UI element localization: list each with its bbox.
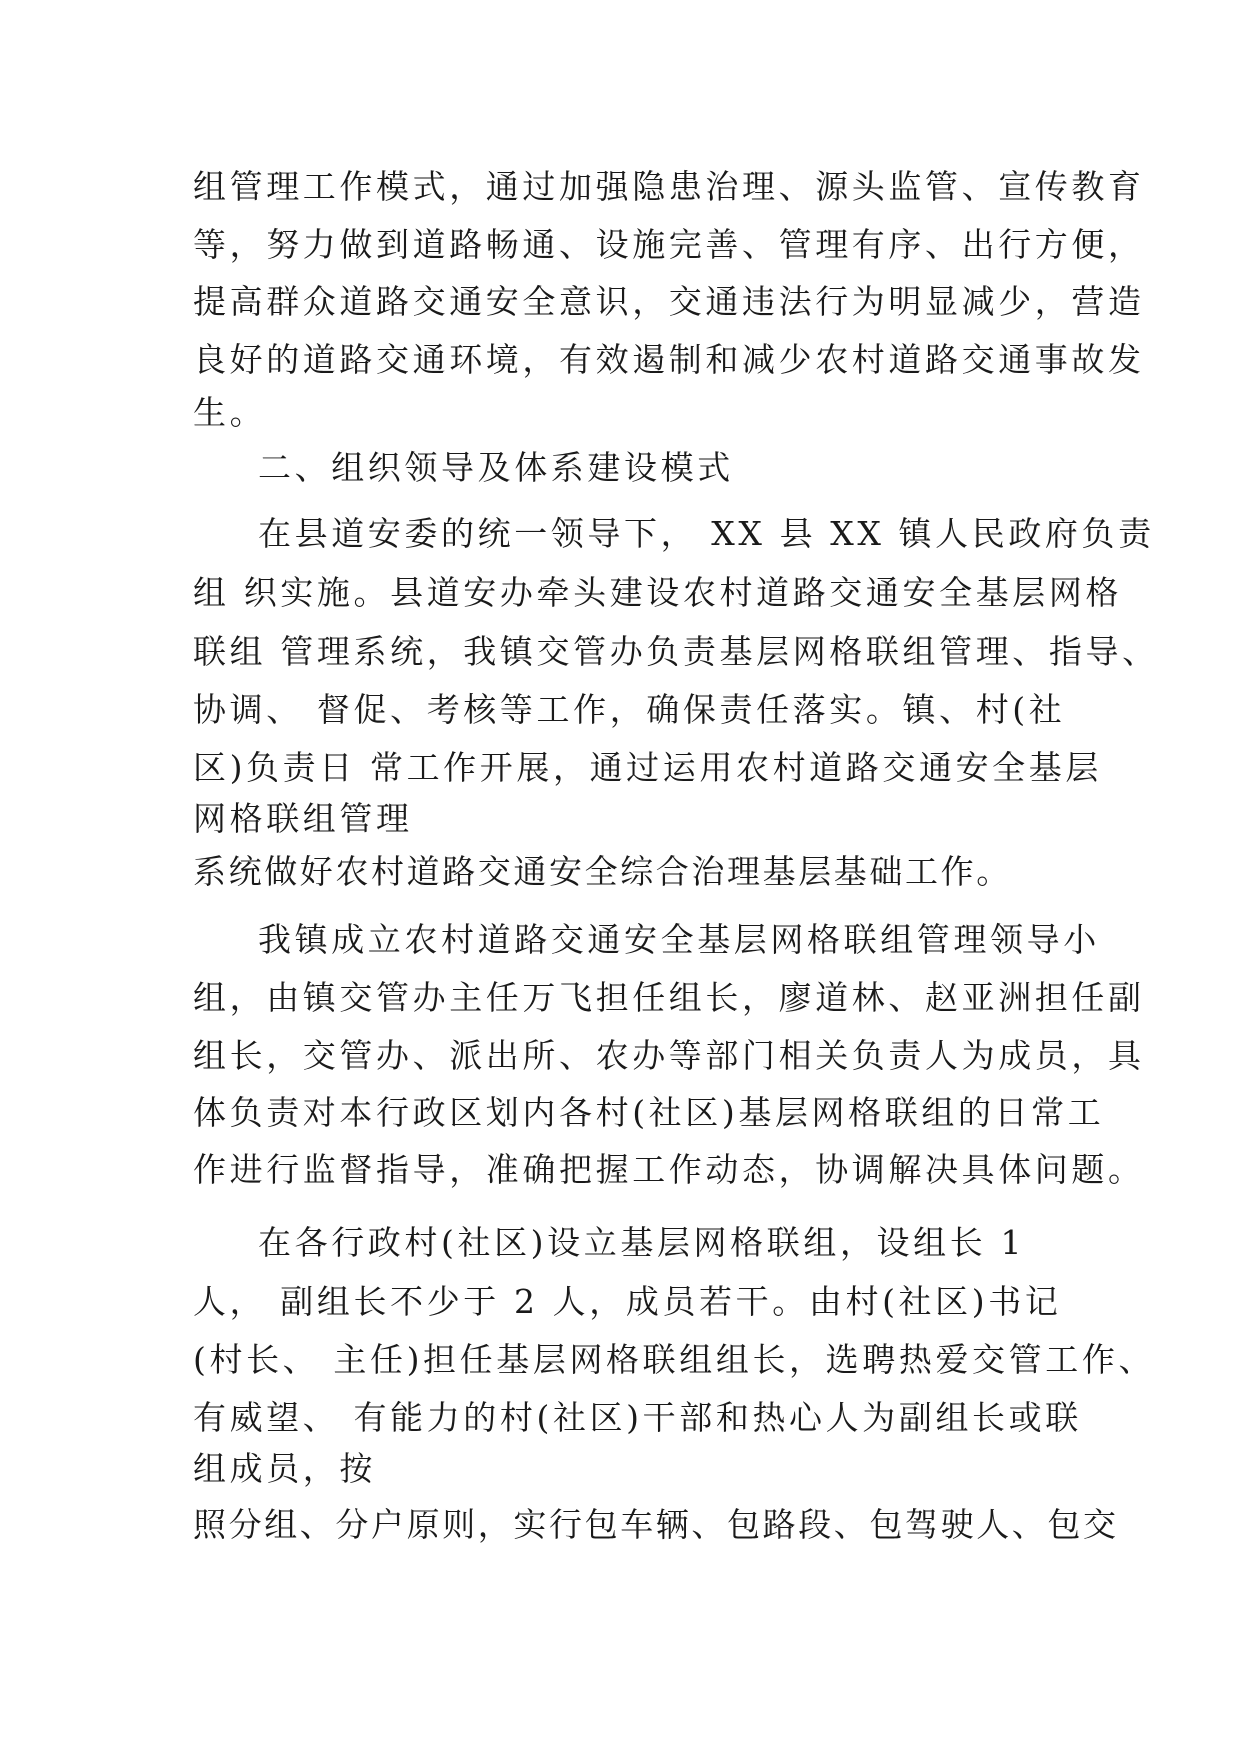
text-line: 提高群众道路交通安全意识，交通违法行为明显减少，营造 xyxy=(193,282,1145,321)
text-line: 等，努力做到道路畅通、设施完善、管理有序、出行方便， xyxy=(193,225,1145,264)
text-line: 系统做好农村道路交通安全综合治理基层基础工作。 xyxy=(193,852,1012,891)
text-line: 生。 xyxy=(193,393,267,432)
text-line: 在各行政村(社区)设立基层网格联组，设组长 1 xyxy=(258,1223,1026,1262)
text-line: 组成员，按 xyxy=(193,1449,376,1488)
text-line: 良好的道路交通环境，有效遏制和减少农村道路交通事故发 xyxy=(193,340,1145,379)
text-line: 照分组、分户原则，实行包车辆、包路段、包驾驶人、包交 xyxy=(193,1505,1119,1544)
text-line: 体负责对本行政区划内各村(社区)基层网格联组的日常工 xyxy=(193,1093,1105,1132)
section-heading: 二、组织领导及体系建设模式 xyxy=(258,448,734,487)
text-line: 组长，交管办、派出所、农办等部门相关负责人为成员，具 xyxy=(193,1036,1145,1075)
text-line: 作进行监督指导，准确把握工作动态，协调解决具体问题。 xyxy=(193,1150,1145,1189)
text-line: 组，由镇交管办主任万飞担任组长，廖道林、赵亚洲担任副 xyxy=(193,978,1145,1017)
text-line: 组 织实施。县道安办牵头建设农村道路交通安全基层网格 xyxy=(193,573,1123,612)
text-line: 区)负责日 常工作开展，通过运用农村道路交通安全基层 xyxy=(193,748,1102,787)
text-line: (村长、 主任)担任基层网格联组组长，选聘热爱交管工作、 xyxy=(193,1340,1156,1379)
text-line: 组管理工作模式，通过加强隐患治理、源头监管、宣传教育 xyxy=(193,167,1145,206)
text-line: 人， 副组长不少于 2 人，成员若干。由村(社区)书记 xyxy=(193,1282,1062,1321)
text-line: 在县道安委的统一领导下， XX 县 XX 镇人民政府负责 xyxy=(258,514,1155,553)
text-line: 有威望、 有能力的村(社区)干部和热心人为副组长或联 xyxy=(193,1398,1082,1437)
text-line: 网格联组管理 xyxy=(193,799,413,838)
text-line: 联组 管理系统，我镇交管办负责基层网格联组管理、指导、 xyxy=(193,632,1159,671)
text-line: 协调、 督促、考核等工作，确保责任落实。镇、村(社 xyxy=(193,690,1066,729)
text-line: 我镇成立农村道路交通安全基层网格联组管理领导小 xyxy=(258,920,1100,959)
